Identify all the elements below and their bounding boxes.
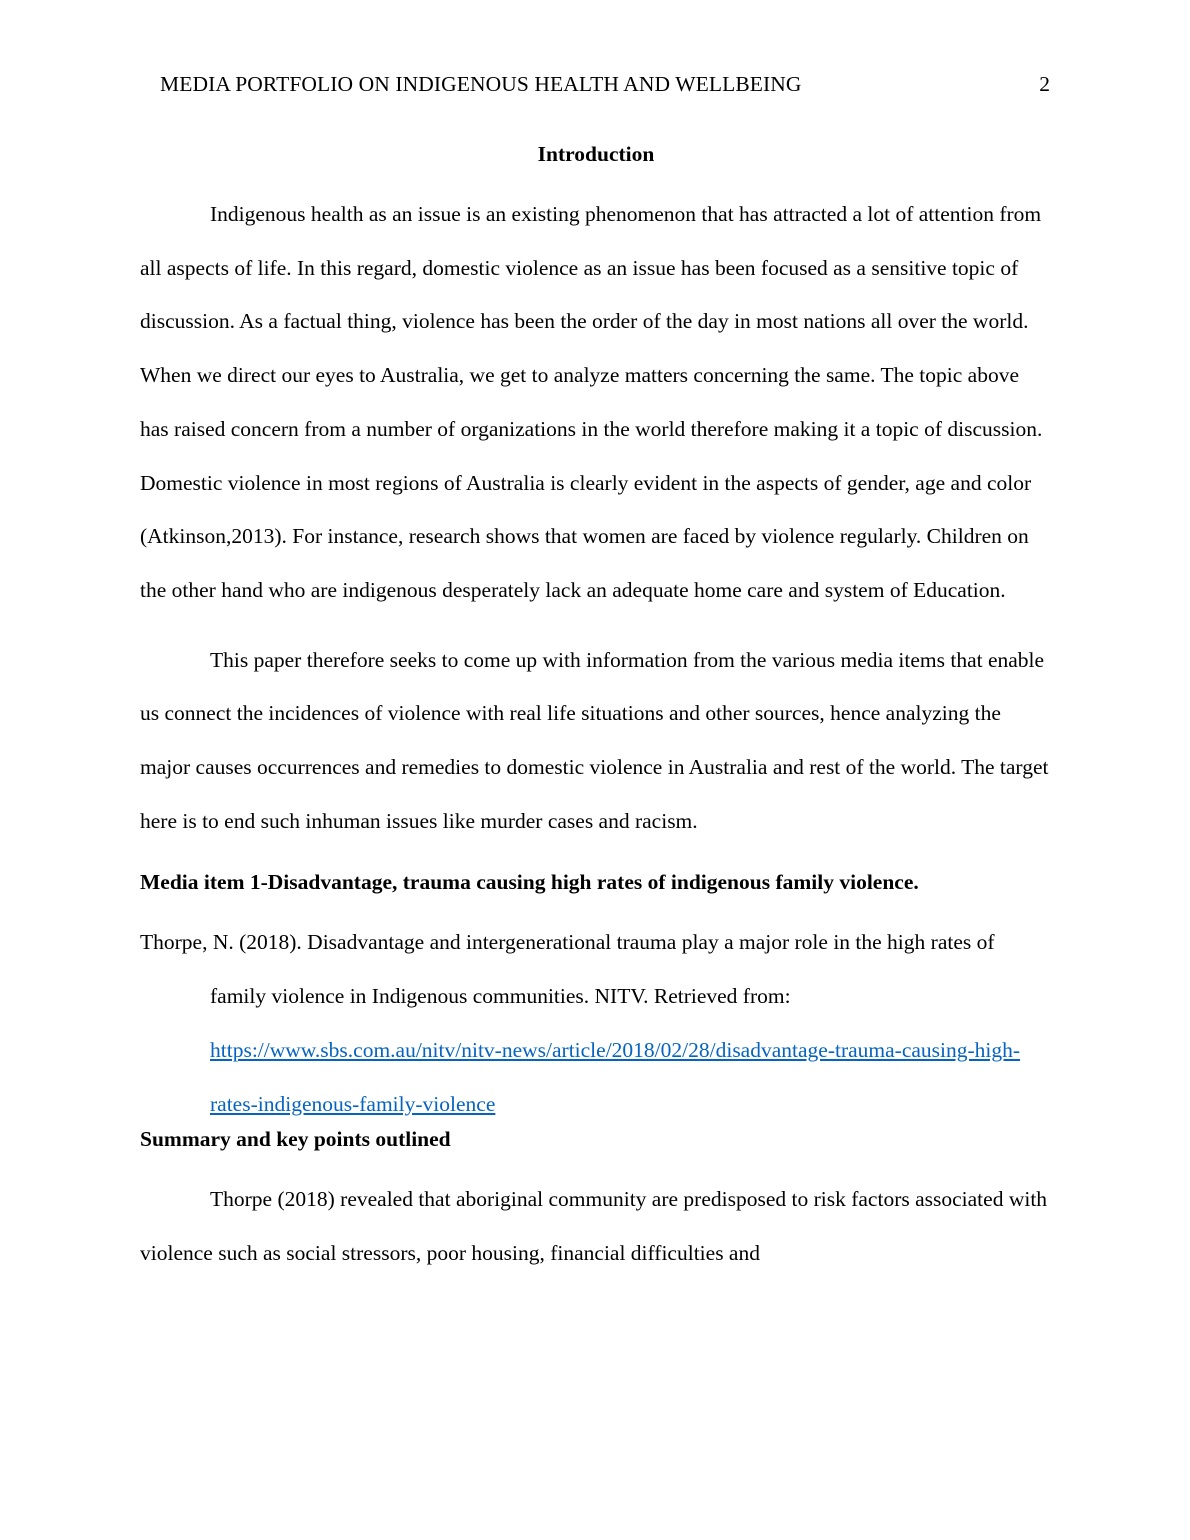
introduction-paragraph-1: Indigenous health as an issue is an existing phenomenon that has attracted a lot of attention from all aspects of life. In this regard, domestic violence as an issue has been focused as a sensitive topic of discussion. As a factual thing, violence has been the order of the day in most nations all over the world. When we direct our eyes to Australia, we get to analyze matters concerning the same. The topic above has raised concern from a number of organizations in the world therefore making it a topic of discussion. Domestic violence in most regions of Australia is clearly evident in the aspects of gender, age and color (Atkinson,2013). For instance, research shows that women are faced by violence regularly. Children on the other hand who are indigenous desperately lack an adequate home care and system of Education. bbox=[140, 202, 1043, 602]
media-item-1-reference bbox=[140, 916, 1052, 1131]
introduction-heading: Introduction bbox=[537, 142, 655, 166]
page-number: 2 bbox=[1039, 72, 1050, 96]
summary-heading: Summary and key points outlined bbox=[140, 1127, 451, 1152]
running-head: MEDIA PORTFOLIO ON INDIGENOUS HEALTH AND WELLBEING bbox=[160, 72, 802, 96]
summary-paragraph: Thorpe (2018) revealed that aboriginal community are predisposed to risk factors associated with violence such as social stressors, poor housing, financial difficulties and bbox=[140, 1187, 1048, 1265]
document-body bbox=[140, 136, 1052, 1297]
reference-text: Thorpe, N. (2018). Disadvantage and intergenerational trauma play a major role in the high rates of family violence in Indigenous communities. NITV. Retrieved from: bbox=[140, 930, 995, 1009]
reference-link[interactable]: https://www.sbs.com.au/nitv/nitv-news/article/2018/02/28/disadvantage-trauma-causing-high-rates-indigenous-family-violence bbox=[210, 1037, 1021, 1116]
media-item-1-heading: Media item 1-Disadvantage, trauma causing high rates of indigenous family violence. bbox=[140, 870, 919, 895]
introduction-paragraph-2: This paper therefore seeks to come up with information from the various media items that enable us connect the incidences of violence with real life situations and other sources, hence analyzing the major causes occurrences and remedies to domestic violence in Australia and rest of the world. The target here is to end such inhuman issues like murder cases and racism. bbox=[140, 647, 1049, 833]
